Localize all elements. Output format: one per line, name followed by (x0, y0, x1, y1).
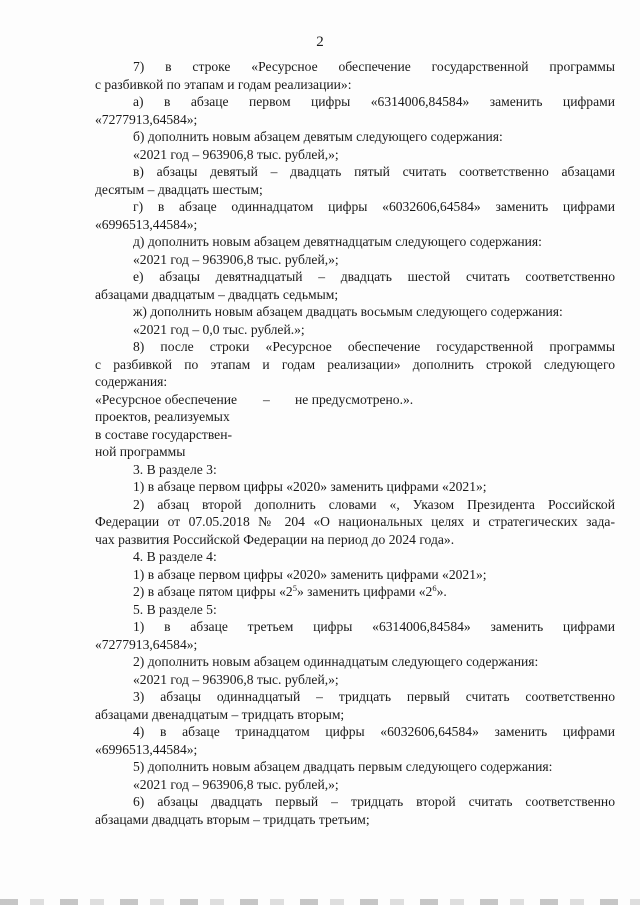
text-line: 8) после строки «Ресурсное обеспечение государственной программы (133, 339, 615, 354)
text-line: «2021 год – 963906,8 тыс. рублей,»; (133, 251, 339, 267)
resource-label-line: «Ресурсное обеспечение (95, 391, 238, 407)
resource-row (95, 426, 615, 444)
text-line: с разбивкой по этапам и годам реализации»: (95, 76, 352, 92)
resource-row (95, 443, 615, 461)
text-line: 1) в абзаце первом цифры «2020» заменить цифрами «2021»; (133, 566, 487, 582)
resource-block (95, 391, 615, 461)
superscript-line-mid: » заменить цифрами «2 (296, 584, 433, 599)
scan-edge-artifact (0, 899, 640, 905)
superscript-line (95, 583, 615, 601)
text-line: ж) дополнить новым абзацем двадцать восьмым следующего содержания: (133, 304, 563, 319)
text-line: «2021 год – 963906,8 тыс. рублей,»; (133, 146, 339, 162)
text-line: Федерации от 07.05.2018 № 204 «О национальных целях и стратегических зада- (95, 514, 615, 529)
resource-label-line: проектов, реализуемых (95, 409, 230, 424)
document-body (95, 58, 615, 828)
text-line: чах развития Российской Федерации на период до 2024 года». (95, 531, 455, 547)
text-line: «6996513,44584»; (95, 741, 198, 757)
text-line: абзацами двенадцатым – тридцать вторым; (95, 706, 345, 722)
text-line: содержания: (95, 374, 168, 389)
text-line: 2) абзац второй дополнить словами «, Указом Президента Российской (133, 496, 615, 512)
text-line: 7) в строке «Ресурсное обеспечение государственной программы (133, 59, 615, 74)
text-line: 5) дополнить новым абзацем двадцать первым следующего содержания: (133, 759, 553, 774)
superscript-line-pre: 2) в абзаце пятом цифры «2 (133, 584, 293, 599)
resource-row (95, 391, 615, 409)
text-line: 2) дополнить новым абзацем одиннадцатым следующего содержания: (133, 654, 539, 669)
text-line: 6) абзацы двадцать первый – тридцать второй считать соответственно (133, 794, 615, 809)
superscript-6: 6 (432, 583, 437, 593)
text-line: «2021 год – 0,0 тыс. рублей.»; (133, 321, 305, 337)
text-line: 4) в абзаце тринадцатом цифры «6032606,64584» заменить цифрами (133, 724, 615, 739)
text-line: 1) в абзаце третьем цифры «6314006,84584» заменить цифрами (133, 619, 615, 634)
text-line: абзацами двадцать вторым – тридцать третьим; (95, 811, 370, 827)
resource-value: не предусмотрено.». (295, 391, 414, 407)
section-heading: 4. В разделе 4: (133, 549, 217, 564)
superscript-line-post: ». (436, 584, 447, 599)
text-line: д) дополнить новым абзацем девятнадцатым следующего содержания: (133, 234, 542, 249)
resource-label-line: в составе государствен- (95, 426, 232, 442)
text-line: б) дополнить новым абзацем девятым следующего содержания: (133, 129, 503, 144)
text-line: «6996513,44584»; (95, 216, 198, 232)
resource-row (95, 408, 615, 426)
text-line: абзацами двадцатым – двадцать седьмым; (95, 286, 339, 302)
resource-dash: – (263, 391, 270, 407)
text-line: «7277913,64584»; (95, 111, 198, 127)
text-line: «2021 год – 963906,8 тыс. рублей,»; (133, 776, 339, 792)
text-line: в) абзацы девятый – двадцать пятый считать соответственно абзацами (133, 164, 615, 179)
section-heading: 3. В разделе 3: (133, 461, 217, 477)
text-line: «7277913,64584»; (95, 636, 198, 652)
text-line: е) абзацы девятнадцатый – двадцать шестой считать соответственно (133, 269, 615, 284)
text-line: а) в абзаце первом цифры «6314006,84584» заменить цифрами (133, 94, 615, 109)
page-number: 2 (316, 34, 324, 50)
superscript-5: 5 (292, 583, 297, 593)
text-line: 1) в абзаце первом цифры «2020» заменить цифрами «2021»; (133, 479, 487, 494)
text-line: г) в абзаце одиннадцатом цифры «6032606,64584» заменить цифрами (133, 199, 615, 214)
text-line: десятым – двадцать шестым; (95, 181, 263, 197)
text-line: с разбивкой по этапам и годам реализации» дополнить строкой следующего (95, 356, 615, 372)
resource-label-line: ной программы (95, 444, 186, 459)
text-line: «2021 год – 963906,8 тыс. рублей,»; (133, 671, 339, 687)
section-heading: 5. В разделе 5: (133, 601, 217, 617)
text-line: 3) абзацы одиннадцатый – тридцать первый считать соответственно (133, 689, 615, 704)
